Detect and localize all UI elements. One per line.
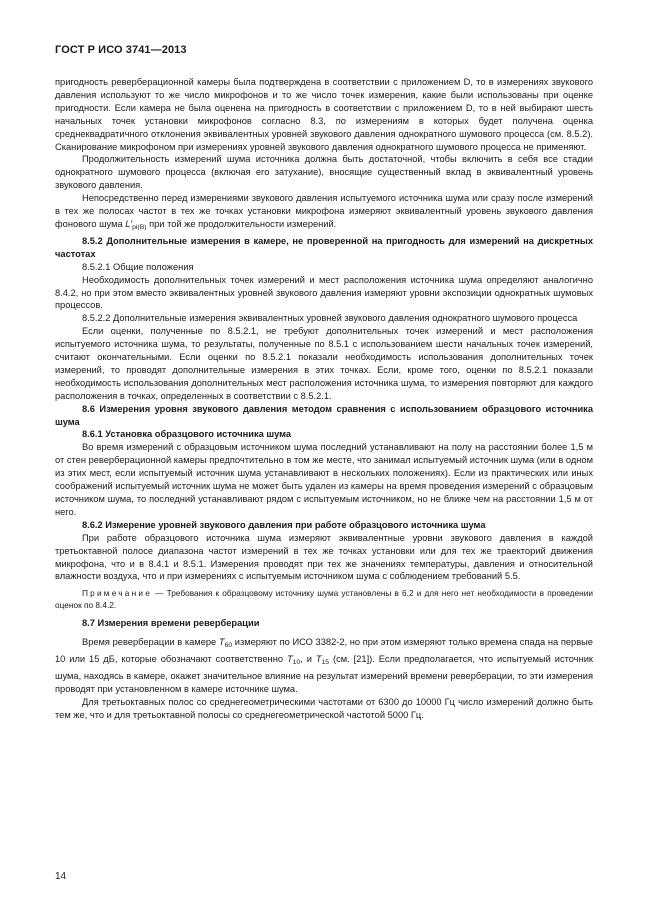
section-heading: 8.6.2 Измерение уровней звукового давления при работе образцового источника шума xyxy=(82,519,486,530)
paragraph xyxy=(55,636,593,696)
section-heading: 8.5.2 Дополнительные измерения в камере, не проверенной на пригодность для измерений на дискретных частотах xyxy=(55,235,593,259)
text-span: измеряют по ИСО 3382-2, но при этом измеряют только времена спада на первые 10 или 15 дБ, которые обозначают соответственно xyxy=(55,637,593,665)
text-span: , и xyxy=(300,654,316,665)
text-span: при той же продолжительности измерений. xyxy=(146,218,337,229)
section-heading: 8.6.1 Установка образцового источника шума xyxy=(82,429,292,440)
text-span: Время реверберации в камере xyxy=(82,637,219,648)
subscript: pi(B) xyxy=(132,223,147,231)
note xyxy=(55,588,593,611)
subsection-heading: 8.5.2.2 Дополнительные измерения эквивалентных уровней звукового давления однократного шумового процесса xyxy=(82,313,578,324)
symbol: T xyxy=(315,654,322,665)
page-number: 14 xyxy=(55,871,67,882)
subscript: 60 xyxy=(224,642,233,650)
section-heading: 8.7 Измерения времени реверберации xyxy=(82,618,260,629)
document-body xyxy=(55,76,593,722)
note-text: — Требования к образцовому источнику шума установлены в 6.2 и для него нет необходимости в проведении оценок по 8.4.2. xyxy=(55,588,593,610)
section-heading: 8.6 Измерения уровня звукового давления методом сравнения с использованием образцового источника шума xyxy=(55,403,593,427)
symbol: T xyxy=(218,637,225,648)
paragraph: пригодность реверберационной камеры была подтверждена в соответствии с приложением D, то в измерениях звукового давления используют то же число микрофонов и то же число точек измерения, какие были использованы при оценке пригодности. Если камера не была оценена на пригодность в соответствии с приложением D, то в ней выбирают шесть начальных точек установки микрофонов согласно 8.3, по измерениям в которых будет получена оценка среднеквадратичного отклонения эквивалентных уровней звукового давления однократного шумового процесса (см. 8.5.2). Сканирование микрофоном при измерениях уровней звукового давления однократного шумового процесса не применяют. xyxy=(55,77,593,152)
subscript: 10 xyxy=(292,659,301,667)
text-span: (см. [21]). Если предполагается, что испытуемый источник шума, находясь в камере, окажет значительное влияние на результат измерений времени реверберации, то эти измерения проводят при установленном в камере источнике шума. xyxy=(55,654,593,694)
paragraph: Если оценки, полученные по 8.5.2.1, не требуют дополнительных точек измерений и мест расположения испытуемого источника шума, то результаты, полученные по 8.5.1 с использованием шести начальных точек измерений, считают окончательными. Если оценки по 8.5.2.1 показали необходимость использования дополнительных точек измерений, то проводят дополнительные измерения в этих точках. Если, кроме того, оценки по 8.5.2.1 показали необходимость использования дополнительных мест расположения источника шума, то измерения повторяют для каждого расположения в точках, определенных в соответствии с 8.5.2.1. xyxy=(55,326,593,401)
paragraph: При работе образцового источника шума измеряют эквивалентные уровни звукового давления в каждой третьоктавной полосе диапазона частот измерений в тех же точках установки или для тех же траекторий движения микрофона, что и в 8.4.1 и 8.5.1. Измерения проводят при тех же значениях температуры, давления и относительной влажности воздуха, что и при измерениях с испытуемым источником шума с соблюдением требований 5.5. xyxy=(55,532,593,582)
symbol: L′ xyxy=(125,218,133,229)
paragraph: Во время измерений с образцовым источником шума последний устанавливают на полу на расстоянии более 1,5 м от стен реверберационной камеры предпочтительно в том же месте, что занимал испытуемый источник шума (или в одном из этих мест, если испытуемый источник шума устанавливают в нескольких положениях). Если из практических или иных соображений испытуемый источник шума не может быть удален из камеры на время проведения измерений с образцовым источником шума, то последний устанавливают рядом с испытуемым источником, но не ближе чем на расстоянии 1,5 м от него. xyxy=(55,442,593,517)
subsection-heading: 8.5.2.1 Общие положения xyxy=(82,261,194,272)
symbol: T xyxy=(286,654,293,665)
paragraph: Продолжительность измерений шума источника должна быть достаточной, чтобы включить в себя все стадии однократного шумового процесса (включая его затухание), вносящие существенный вклад в эквивалентный уровень звукового давления. xyxy=(55,154,593,191)
note-label: Примечание xyxy=(82,588,153,599)
paragraph: Для третьоктавных полос со среднегеометрическими частотами от 6300 до 10000 Гц число измерений должно быть тем же, что и для третьоктавной полосы со среднегеометрической частотой 5000 Гц. xyxy=(55,696,593,720)
document-header: ГОСТ Р ИСО 3741—2013 xyxy=(55,44,187,56)
text-span: Непосредственно перед измерениями звукового давления испытуемого источника шума или сразу после измерений в тех же полосах частот в тех же точках установки микрофона измеряют эквивалентный уровень звукового давления фонового шума xyxy=(55,193,593,229)
subscript: 15 xyxy=(321,659,330,667)
paragraph xyxy=(55,192,593,235)
paragraph: Необходимость дополнительных точек измерений и мест расположения источника шума определяют аналогично 8.4.2, но при этом вместо эквивалентных уровней звукового давления измеряют уровни экспозиции однократных шумовых процессов. xyxy=(55,274,593,311)
